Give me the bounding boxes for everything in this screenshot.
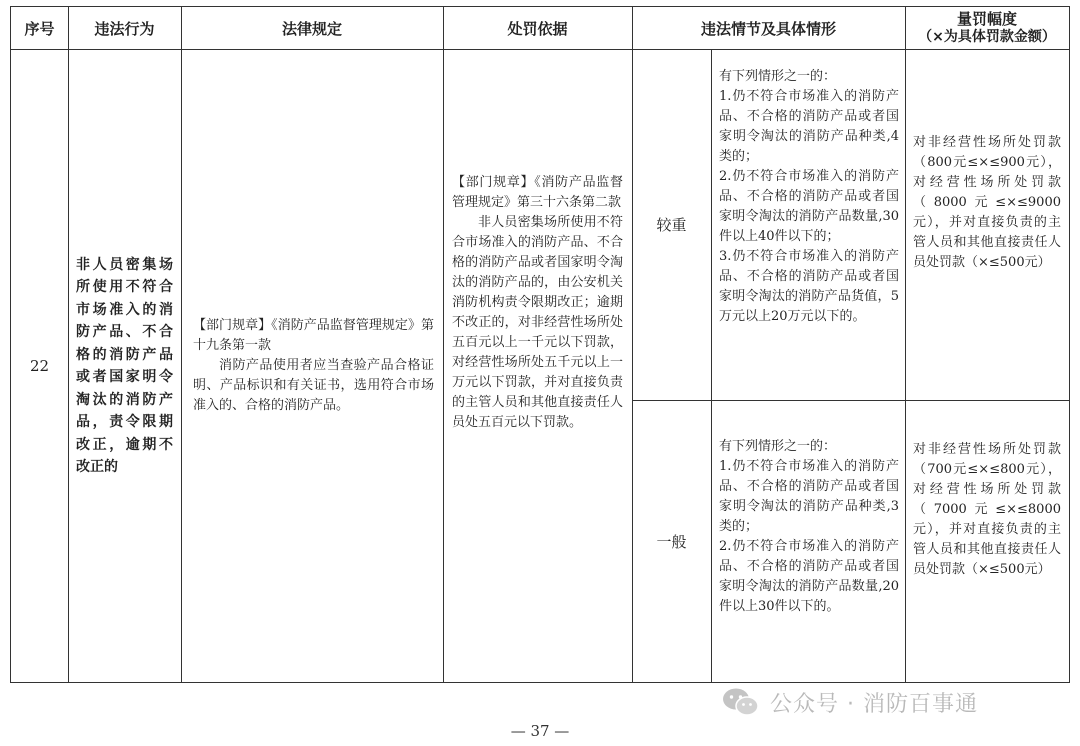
header-behavior: 违法行为 (94, 19, 155, 38)
details-severe (711, 67, 905, 327)
detail-line: 1.仍不符合市场准入的消防产品、不合格的消防产品或者国家明令淘汰的消防产品种类,3类的； (719, 459, 899, 534)
penalty-text: 对非经营性场所处罚款（700元≤×≤800元），对经营性场所处罚款（7000元≤×≤8000元），并对直接负责的主管人员和其他直接责任人员处罚款（×≤500元） (913, 442, 1061, 577)
page-number: — 37 — (510, 722, 570, 740)
law-source: 【部门规章】《消防产品监督管理规定》第十九条第一款 (193, 318, 434, 353)
detail-line: 3.仍不符合市场准入的消防产品、不合格的消防产品或者国家明令淘汰的消防产品货值，5万元以上20万元以下的。 (719, 249, 899, 324)
column-divider (905, 7, 906, 682)
violation-behavior: 非人员密集场所使用不符合市场准入的消防产品、不合格的消防产品或者国家明令淘汰的消防产品，责令限期改正，逾期不改正的 (76, 256, 173, 475)
header-basis: 处罚依据 (507, 19, 568, 38)
detail-line: 1.仍不符合市场准入的消防产品、不合格的消防产品或者国家明令淘汰的消防产品种类,4类的； (719, 89, 899, 164)
header-range-note: （×为具体罚款金额） (918, 29, 1056, 45)
level-general: 一般 (656, 533, 687, 551)
header-range-title: 量罚幅度 (956, 10, 1017, 28)
header-law: 法律规定 (281, 19, 342, 38)
detail-line: 2.仍不符合市场准入的消防产品、不合格的消防产品或者国家明令淘汰的消防产品数量,20件以上30件以下的。 (719, 539, 899, 614)
wechat-icon (722, 687, 760, 717)
law-text (193, 316, 434, 416)
basis-cell (443, 49, 632, 683)
law-cell (181, 49, 443, 683)
basis-text (452, 173, 623, 433)
penalty-severe (905, 133, 1069, 273)
watermark (722, 684, 978, 720)
penalty-general (905, 440, 1069, 580)
header-circumstance: 违法情节及具体情形 (700, 19, 836, 38)
basis-source: 【部门规章】《消防产品监督管理规定》第三十六条第二款 (452, 175, 623, 210)
watermark-text: 公众号 · 消防百事通 (770, 691, 978, 717)
detail-line: 有下列情形之一的： (719, 439, 837, 454)
detail-line: 2.仍不符合市场准入的消防产品、不合格的消防产品或者国家明令淘汰的消防产品数量,30件以上40件以下的； (719, 169, 899, 244)
header-seq: 序号 (24, 19, 55, 38)
law-content: 消防产品使用者应当查验产品合格证明、产品标识和有关证书，选用符合市场准入的、合格的消防产品。 (193, 358, 434, 413)
row-seq: 22 (29, 357, 50, 375)
header-range (905, 7, 1069, 49)
penalty-text: 对非经营性场所处罚款（800元≤×≤900元），对经营性场所处罚款（8000元≤×≤9000元），并对直接负责的主管人员和其他直接责任人员处罚款（×≤500元） (913, 135, 1061, 270)
penalty-table (10, 6, 1070, 683)
detail-line: 有下列情形之一的： (719, 69, 837, 84)
behavior-cell (68, 49, 181, 683)
basis-content: 非人员密集场所使用不符合市场准入的消防产品、不合格的消防产品或者国家明令淘汰的消防产品的，由公安机关消防机构责令限期改正；逾期不改正的，对非经营性场所处五百元以上一千元以下罚款，对经营性场所处五千元以上一万元以下罚款，并对直接负责的主管人员和其他直接责任人员处五百元以下罚款。 (452, 215, 623, 430)
details-general (711, 437, 905, 617)
level-severe: 较重 (656, 216, 687, 234)
